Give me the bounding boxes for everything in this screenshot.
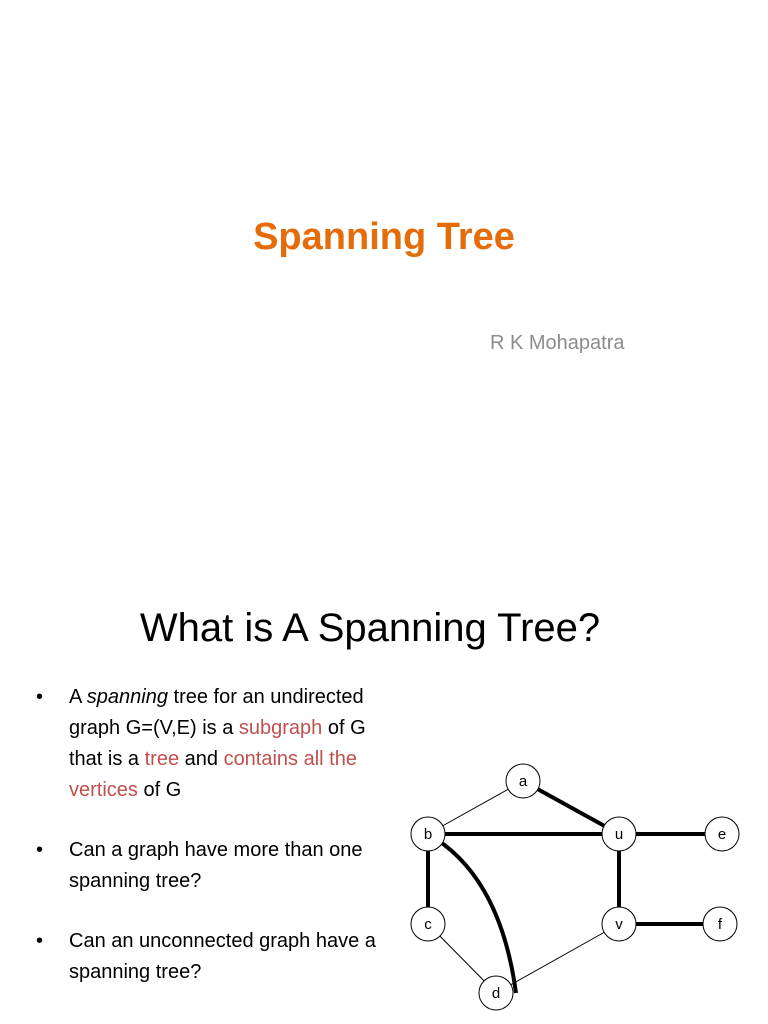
bullet-text: Can an unconnected graph have a spanning tree? [69, 930, 376, 983]
svg-text:c: c [424, 916, 432, 933]
svg-text:d: d [491, 985, 501, 1002]
bullet-marker: • [36, 839, 44, 861]
svg-text:b: b [423, 826, 433, 843]
italic-term: spanning [86, 686, 168, 708]
node-f [703, 907, 737, 941]
spanning-tree-diagram [400, 755, 768, 1024]
node-e [705, 817, 739, 851]
text-run: and [179, 748, 224, 770]
svg-text:e: e [717, 826, 727, 843]
slide-title: Spanning Tree [253, 216, 515, 258]
node-v [602, 907, 636, 941]
svg-text:a: a [518, 773, 528, 790]
text-run: of G that is a [69, 717, 366, 770]
node-b [411, 817, 445, 851]
highlight-vertices: contains all the vertices [69, 748, 357, 801]
bullet-definition [36, 682, 376, 806]
svg-text:f: f [717, 916, 723, 933]
bullet-marker: • [36, 930, 44, 952]
text-run: A [69, 686, 87, 708]
node-u [602, 817, 636, 851]
node-c [411, 907, 445, 941]
highlight-subgraph: subgraph [238, 717, 323, 739]
node-d [479, 976, 513, 1010]
slide-heading: What is A Spanning Tree? [139, 606, 601, 650]
bullet-question-2 [36, 926, 376, 988]
node-a [506, 764, 540, 798]
bullet-marker: • [36, 686, 44, 708]
svg-text:u: u [614, 826, 624, 843]
highlight-tree: tree [144, 748, 180, 770]
bullet-list [36, 682, 376, 1017]
content-slide [0, 560, 768, 1024]
bullet-question-1 [36, 835, 376, 897]
bullet-text: Can a graph have more than one spanning tree? [69, 839, 363, 892]
svg-text:v: v [615, 916, 623, 933]
author-name: R K Mohapatra [490, 332, 625, 354]
text-run: tree for an undirected graph G=(V,E) is a [69, 686, 364, 739]
text-run: of G [137, 779, 182, 801]
